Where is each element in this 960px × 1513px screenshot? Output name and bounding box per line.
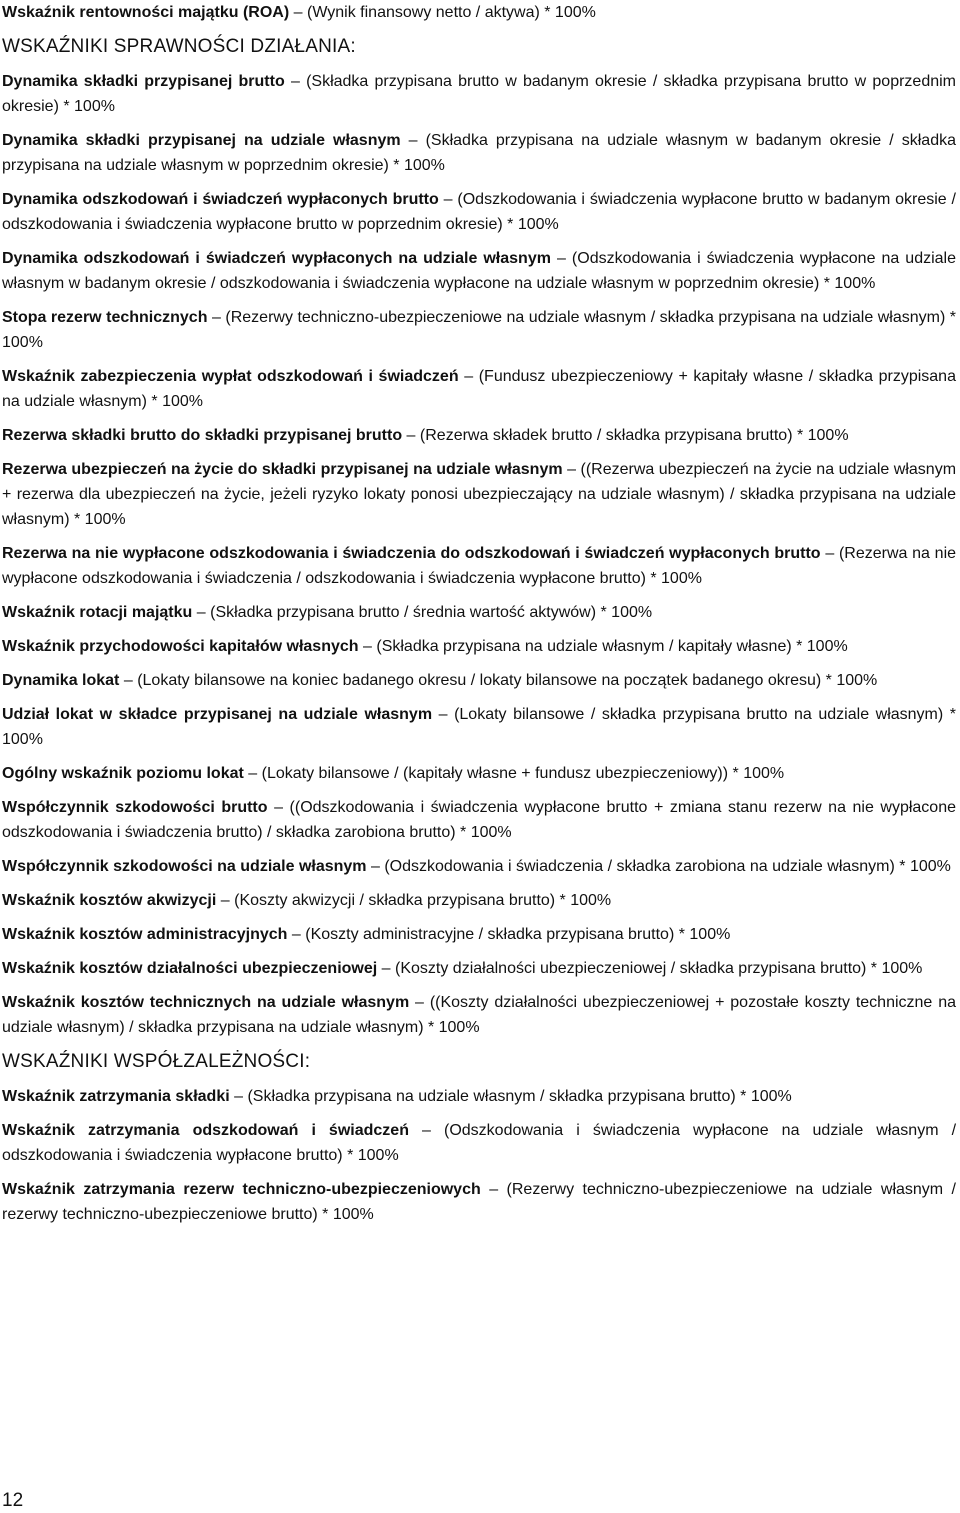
definition-entry [2, 69, 956, 119]
definition-term: Stopa rezerw technicznych [2, 309, 208, 326]
definition-term: Wskaźnik zabezpieczenia wypłat odszkodowań i świadczeń [2, 368, 459, 385]
definition-term: Rezerwa składki brutto do składki przypisanej brutto [2, 427, 403, 444]
definition-formula: (Lokaty bilansowe / (kapitały własne + fundusz ubezpieczeniowy)) * 100% [261, 765, 785, 782]
definition-dash: – [408, 132, 418, 149]
definition-term: Dynamika składki przypisanej na udziale własnym [2, 132, 401, 149]
definition-term: Dynamika składki przypisanej brutto [2, 73, 285, 90]
definition-formula: (Rezerwy techniczno-ubezpieczeniowe na udziale własnym / składka przypisana na udziale własnym) * 100% [2, 309, 957, 351]
definition-dash: – [443, 191, 453, 208]
definition-roa [2, 0, 956, 25]
definition-dash: – [248, 765, 258, 782]
definition-dash: – [363, 638, 372, 655]
definition-formula: (Odszkodowania i świadczenia wypłacone brutto w badanym okresie / odszkodowania i świadczenia wypłacone brutto w poprzednim okresie) * 100% [2, 191, 956, 233]
definition-formula: (Składka przypisana brutto w badanym okresie / składka przypisana brutto w poprzednim okresie) * 100% [2, 73, 957, 115]
definition-entry [2, 423, 956, 448]
definition-term: Rezerwa ubezpieczeń na życie do składki przypisanej na udziale własnym [2, 461, 563, 478]
definition-formula: (Odszkodowania i świadczenia / składka zarobiona na udziale własnym) * 100% [384, 858, 951, 875]
definition-entry [2, 1118, 956, 1168]
definition-dash: – [406, 427, 416, 444]
definition-dash: – [220, 892, 230, 909]
definition-entry [2, 246, 956, 296]
definition-term: Współczynnik szkodowości na udziale własnym [2, 858, 367, 875]
definition-formula: (Koszty administracyjne / składka przypisana brutto) * 100% [305, 926, 731, 943]
definition-entry [2, 128, 956, 178]
definition-entry [2, 1084, 956, 1109]
definition-dash: – [438, 706, 448, 723]
definition-formula: (Lokaty bilansowe na koniec badanego okresu / lokaty bilansowe na początek badanego okresu) * 100% [137, 672, 878, 689]
definition-entry [2, 600, 956, 625]
definition-dash: – [274, 799, 283, 816]
definition-formula: (Fundusz ubezpieczeniowy + kapitały własne / składka przypisana na udziale własnym) * 100% [2, 368, 956, 410]
definition-term: Wskaźnik kosztów administracyjnych [2, 926, 288, 943]
definition-dash: – [234, 1088, 244, 1105]
definition-dash: – [290, 73, 300, 90]
definition-term: Dynamika odszkodowań i świadczeń wypłaconych brutto [2, 191, 439, 208]
definition-term: Wskaźnik kosztów technicznych na udziale własnym [2, 994, 410, 1011]
definition-entry [2, 795, 956, 845]
definition-formula: (Koszty działalności ubezpieczeniowej / składka przypisana brutto) * 100% [395, 960, 923, 977]
definition-entry [2, 541, 956, 591]
definition-dash: – [415, 994, 424, 1011]
definition-term: Wskaźnik przychodowości kapitałów własnych [2, 638, 359, 655]
definition-dash: – [293, 4, 303, 21]
definition-entry [2, 364, 956, 414]
efficiency-indicator-list [2, 69, 956, 1040]
definition-entry [2, 761, 956, 786]
definition-term: Wskaźnik zatrzymania odszkodowań i świadczeń [2, 1122, 409, 1139]
definition-term: Dynamika lokat [2, 672, 120, 689]
definition-entry [2, 457, 956, 532]
interdependence-indicator-list [2, 1084, 956, 1227]
definition-entry [2, 956, 956, 981]
definition-entry [2, 668, 956, 693]
definition-formula: (Rezerwa składek brutto / składka przypisana brutto) * 100% [419, 427, 849, 444]
definition-formula: (Wynik finansowy netto / aktywa) * 100% [306, 4, 596, 21]
definition-term: Rezerwa na nie wypłacone odszkodowania i świadczenia do odszkodowań i świadczeń wypłaconych brutto [2, 545, 821, 562]
definition-entry [2, 990, 956, 1040]
definition-formula: (Rezerwa na nie wypłacone odszkodowania i świadczenia / odszkodowania i świadczenia wypłacone brutto) * 100% [2, 545, 957, 587]
definition-formula: (Składka przypisana na udziale własnym / składka przypisana brutto) * 100% [247, 1088, 792, 1105]
definition-dash: – [370, 858, 380, 875]
definition-entry [2, 1177, 956, 1227]
definition-term: Wskaźnik zatrzymania rezerw techniczno-ubezpieczeniowych [2, 1181, 481, 1198]
definition-term: Wskaźnik rotacji majątku [2, 604, 193, 621]
definition-term: Wskaźnik kosztów działalności ubezpieczeniowej [2, 960, 378, 977]
section-title-efficiency: WSKAŹNIKI SPRAWNOŚCI DZIAŁANIA: [2, 36, 356, 57]
definition-entry [2, 888, 956, 913]
definition-term: Współczynnik szkodowości brutto [2, 799, 268, 816]
definition-entry [2, 922, 956, 947]
definition-term: Dynamika odszkodowań i świadczeń wypłaconych na udziale własnym [2, 250, 551, 267]
definition-dash: – [556, 250, 566, 267]
definition-formula: ((Rezerwa ubezpieczeń na życie na udziale własnym + rezerwa dla ubezpieczeń na życie, jeżeli ryzyko lokaty ponosi ubezpieczający na udziale własnym) / składka przypisana na udziale własnym) * 100% [2, 461, 957, 528]
definition-dash: – [489, 1181, 499, 1198]
definition-dash: – [211, 309, 221, 326]
definition-dash: – [196, 604, 206, 621]
definition-dash: – [567, 461, 576, 478]
definition-dash: – [381, 960, 391, 977]
definition-entry [2, 702, 956, 752]
definition-formula: (Odszkodowania i świadczenia wypłacone na udziale własnym / odszkodowania i świadczenia wypłacone brutto) * 100% [2, 1122, 957, 1164]
definition-term: Wskaźnik zatrzymania składki [2, 1088, 230, 1105]
definition-formula: (Składka przypisana na udziale własnym w badanym okresie / składka przypisana na udziale własnym w poprzednim okresie) * 100% [2, 132, 956, 174]
definition-entry [2, 854, 956, 879]
definition-term: Ogólny wskaźnik poziomu lokat [2, 765, 244, 782]
definition-formula: ((Koszty działalności ubezpieczeniowej + pozostałe koszty techniczne na udziale własnym) / składka przypisana na udziale własnym) * 100% [2, 994, 956, 1036]
definition-term: Wskaźnik rentowności majątku (ROA) [2, 4, 290, 21]
definition-term: Udział lokat w składce przypisanej na udziale własnym [2, 706, 433, 723]
definition-formula: (Lokaty bilansowe / składka przypisana brutto na udziale własnym) * 100% [2, 706, 956, 748]
definition-dash: – [422, 1122, 431, 1139]
definition-entry [2, 634, 956, 659]
definition-dash: – [464, 368, 474, 385]
definition-formula: (Koszty akwizycji / składka przypisana brutto) * 100% [234, 892, 612, 909]
section-title-interdependence: WSKAŹNIKI WSPÓŁZALEŻNOŚCI: [2, 1051, 311, 1072]
definition-dash: – [123, 672, 133, 689]
definition-formula: (Rezerwy techniczno-ubezpieczeniowe na udziale własnym / rezerwy techniczno-ubezpieczeniowe brutto) * 100% [2, 1181, 956, 1223]
definition-dash: – [825, 545, 835, 562]
definition-entry [2, 187, 956, 237]
definition-formula: ((Odszkodowania i świadczenia wypłacone brutto + zmiana stanu rezerw na nie wypłacone odszkodowania i świadczenia brutto) / składka zarobiona brutto) * 100% [2, 799, 957, 841]
page-number: 12 [2, 1490, 24, 1511]
definition-term: Wskaźnik kosztów akwizycji [2, 892, 217, 909]
definition-dash: – [291, 926, 301, 943]
definition-formula: (Odszkodowania i świadczenia wypłacone na udziale własnym w badanym okresie / odszkodowania i świadczenia wypłacone na udziale własnym w poprzednim okresie) * 100% [2, 250, 957, 292]
definition-formula: (Składka przypisana na udziale własnym / kapitały własne) * 100% [376, 638, 848, 655]
definition-formula: (Składka przypisana brutto / średnia wartość aktywów) * 100% [210, 604, 653, 621]
definition-entry [2, 305, 956, 355]
